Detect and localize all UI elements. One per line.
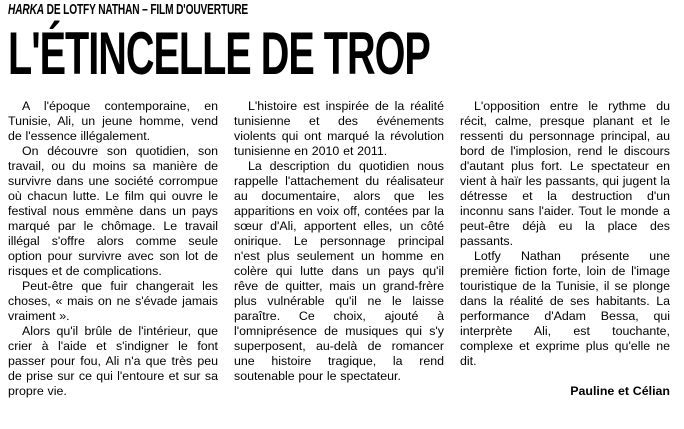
kicker bbox=[8, 3, 471, 20]
paragraph: On découvre son quotidien, son travail, ou du moins sa manière de survivre dans une société corrompue où chacun lutte. Le film qui ouvre le festival nous emmène dans un pays marqué par le chômage. Le travail illégal s'offre alors comme seule option pour survivre avec son lot de risques et de complications. bbox=[8, 144, 218, 278]
column-3 bbox=[460, 99, 670, 399]
column-2 bbox=[234, 99, 444, 399]
author-signature: Pauline et Célian bbox=[570, 384, 670, 398]
column-1 bbox=[8, 99, 218, 399]
paragraph: L'opposition entre le rythme du récit, calme, presque planant et le ressenti du personnage principal, au bord de l'implosion, rend le discours d'autant plus fort. Le spectateur en vient à haïr les passants, qui jugent la détresse et la destruction d'un inconnu sans l'aider. Tout le monde a peut-être déjà eu la place des passants. bbox=[460, 99, 670, 248]
article-headline: L'ÉTINCELLE DE TROP bbox=[8, 20, 430, 87]
paragraph: Peut-être que fuir changerait les choses, « mais on ne s'évade jamais vraiment ». bbox=[8, 279, 218, 323]
paragraph: Lotfy Nathan présente une première fiction forte, loin de l'image touristique de la Tunisie, il se plonge dans la réalité de ses habitants. La performance d'Adam Bessa, qui interprète Ali, est touchante, complexe et exprime plus qu'elle ne dit. bbox=[460, 249, 670, 368]
kicker-rest: DE LOTFY NATHAN – FILM D'OUVERTURE bbox=[43, 2, 249, 18]
paragraph: A l'époque contemporaine, en Tunisie, Ali, un jeune homme, vend de l'essence illégalement. bbox=[8, 99, 218, 143]
article-columns bbox=[8, 99, 670, 399]
kicker-film-title: HARKA bbox=[8, 2, 44, 18]
paragraph: Alors qu'il brûle de l'intérieur, que crier à l'aide et s'indigner le font passer pour fou, Ali n'a que très peu de prise sur ce qui l'entoure et sur sa propre vie. bbox=[8, 324, 218, 398]
paragraph: La description du quotidien nous rappelle l'attachement du réalisateur au documentaire, alors que les apparitions en voix off, contées par la sœur d'Ali, apportent elles, un côté onirique. Le personnage principal n'est plus seulement un homme en colère qui lutte dans un pays qu'il rêve de quitter, mais un grand-frère plus vulnérable qu'il ne le laisse paraître. Ce choix, ajouté à l'omniprésence de musiques qui s'y superposent, au-delà de romancer une histoire tragique, la rend soutenable pour le spectateur. bbox=[234, 159, 444, 383]
paragraph: L'histoire est inspirée de la réalité tunisienne et des événements violents qui ont marqué la révolution tunisienne en 2010 et 2011. bbox=[234, 99, 444, 158]
